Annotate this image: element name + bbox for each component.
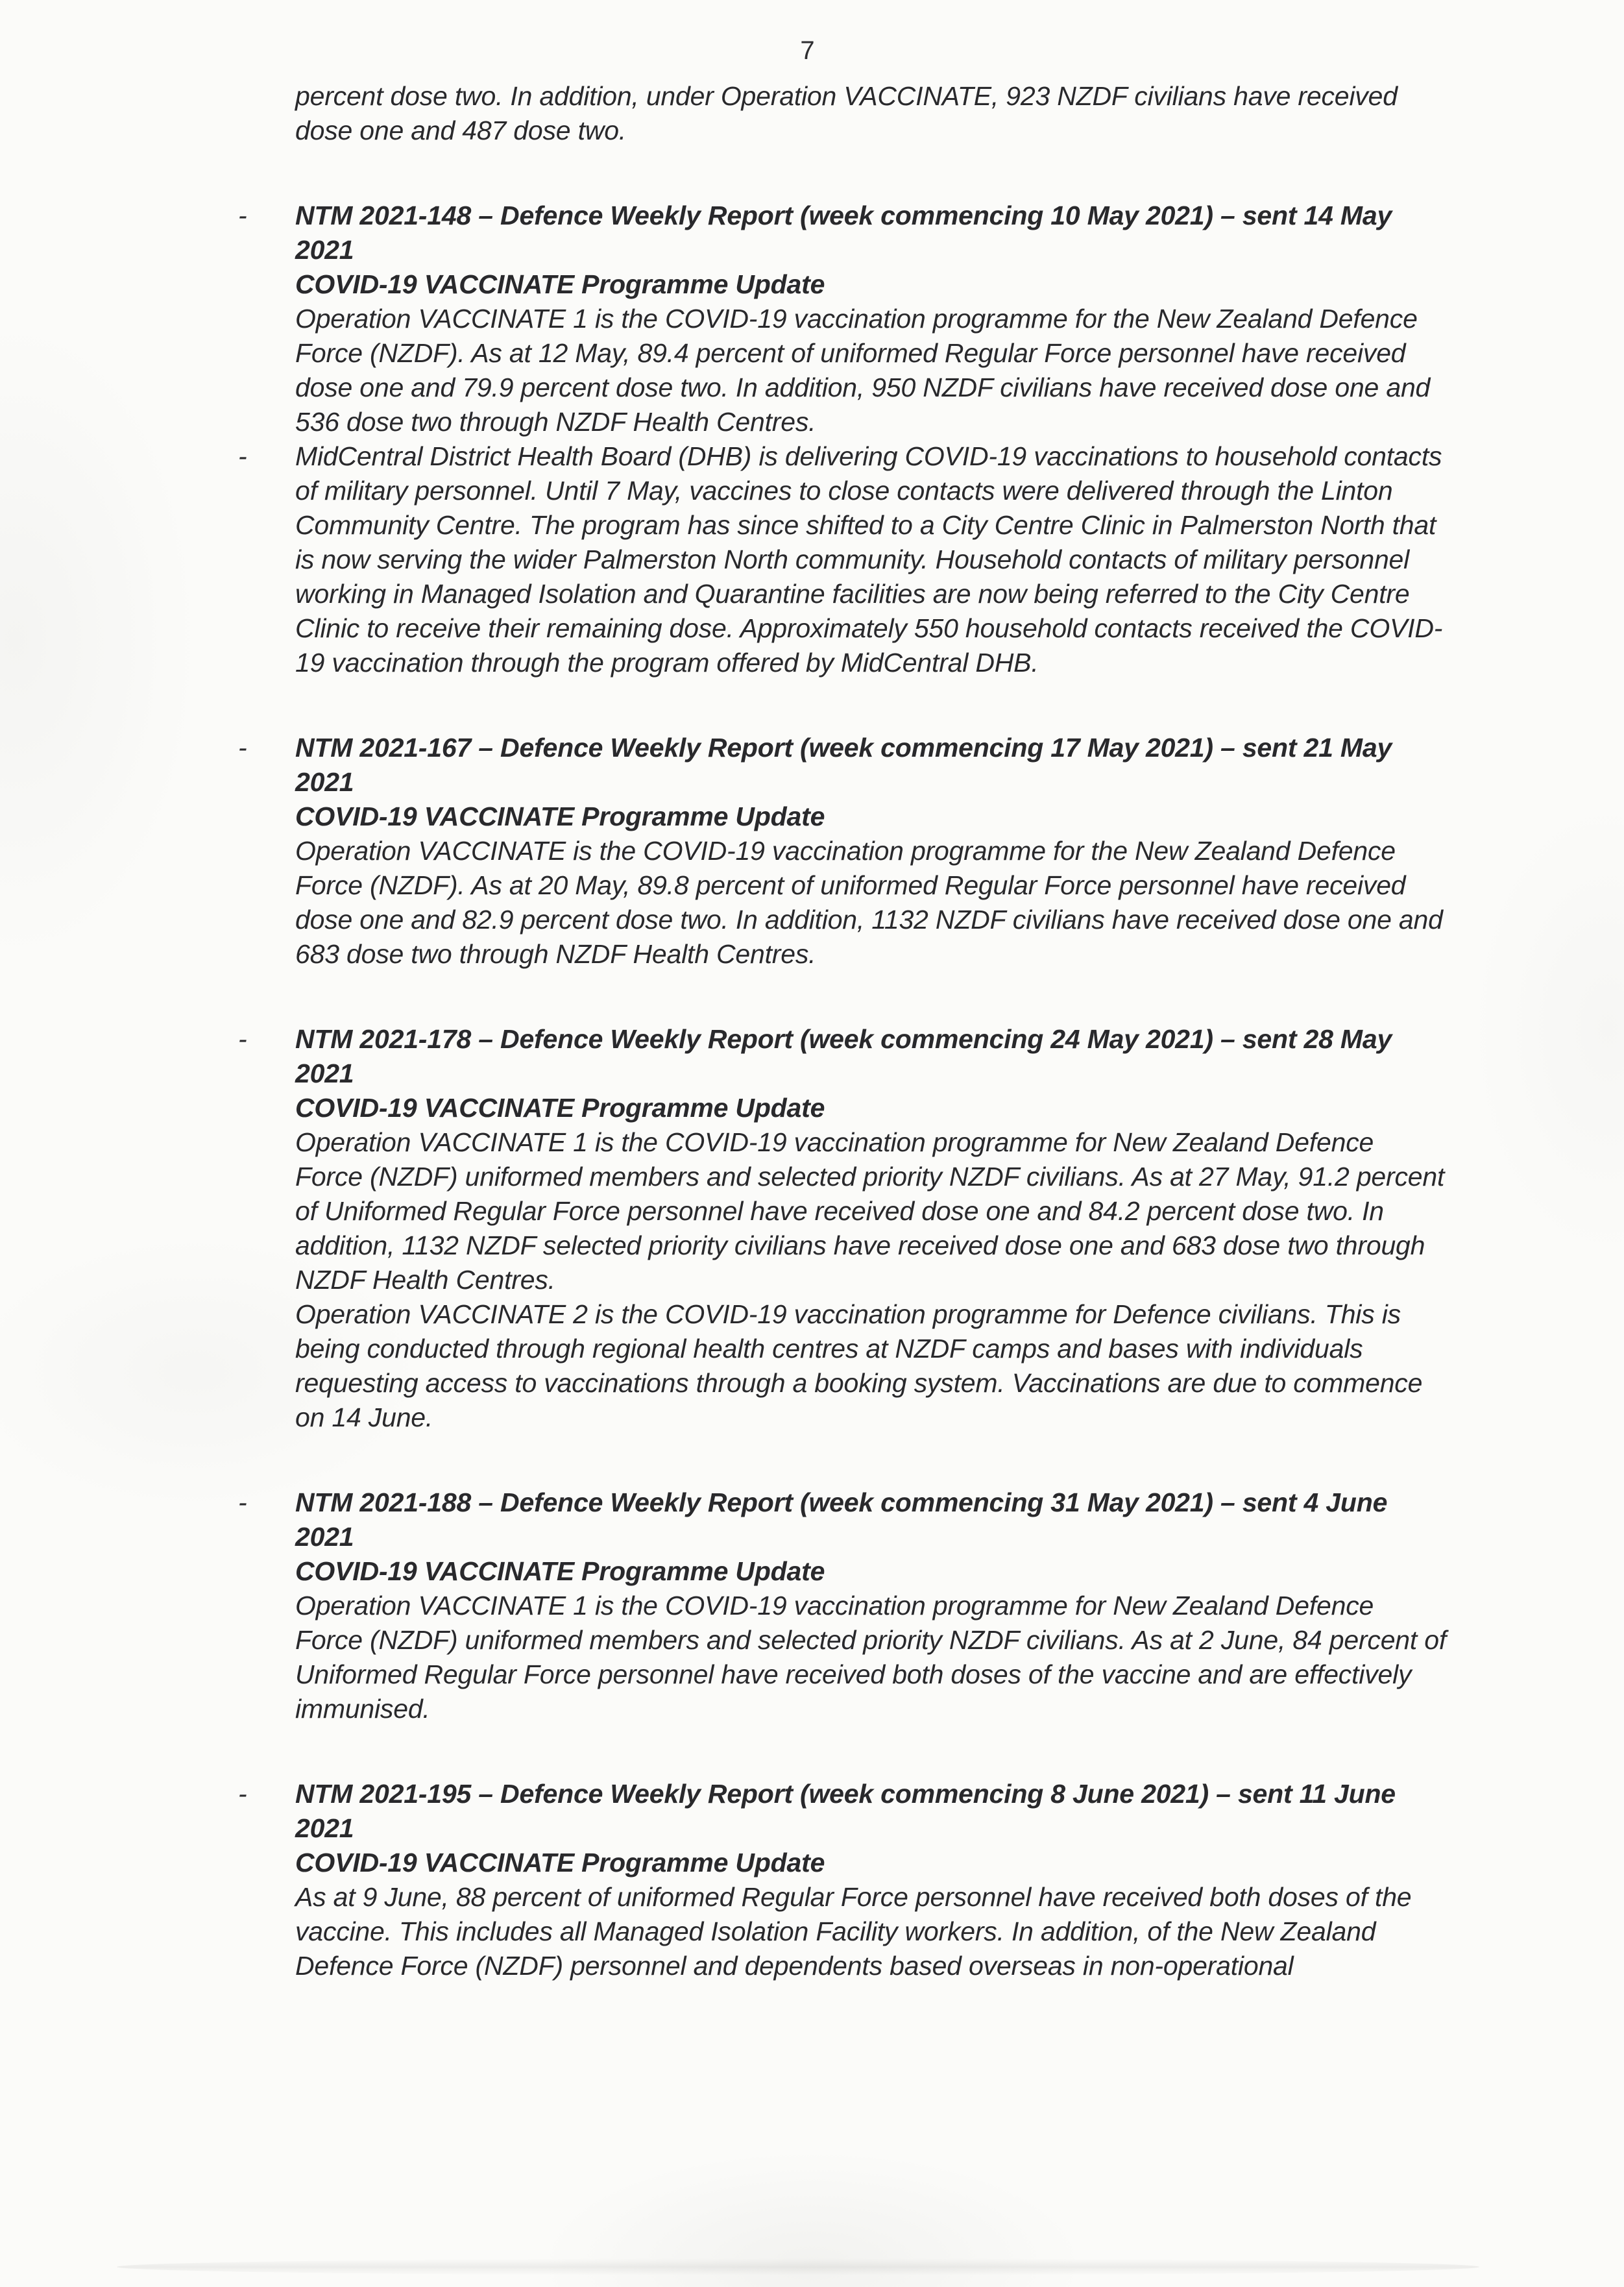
entry-heading: NTM 2021-178 – Defence Weekly Report (week commencing 24 May 2021) – sent 28 May 2021: [295, 1024, 1392, 1088]
paragraph: Operation VACCINATE 2 is the COVID-19 vaccination programme for Defence civilians. This is being conducted through regional health centres at NZDF camps and bases with individuals requesting access to vaccinations through a booking system. Vaccinations are due to commence on 14 June.: [295, 1299, 1423, 1432]
entry-subheading: COVID-19 VACCINATE Programme Update: [295, 269, 825, 299]
entry-subheading: COVID-19 VACCINATE Programme Update: [295, 801, 825, 831]
bullet-entry-midcentral-dhb: [238, 439, 1447, 680]
document-content: [238, 79, 1447, 1983]
bullet-dash: -: [238, 201, 247, 230]
paragraph: Operation VACCINATE is the COVID-19 vaccination programme for the New Zealand Defence Force (NZDF). As at 20 May, 89.8 percent of uniformed Regular Force personnel have received dose one and 82.9 percent dose two. In addition, 1132 NZDF civilians have received dose one and 683 dose two through NZDF Health Centres.: [295, 836, 1443, 969]
bullet-dash: -: [238, 1779, 247, 1809]
entry-subheading: COVID-19 VACCINATE Programme Update: [295, 1556, 825, 1586]
report-entry-ntm-2021-178: [238, 1022, 1447, 1435]
intro-paragraph: [295, 79, 1447, 148]
report-entry-ntm-2021-188: [238, 1486, 1447, 1726]
page-number: 7: [800, 36, 815, 65]
paragraph: percent dose two. In addition, under Operation VACCINATE, 923 NZDF civilians have received dose one and 487 dose two.: [295, 81, 1398, 145]
bullet-dash: -: [238, 733, 247, 763]
paragraph: Operation VACCINATE 1 is the COVID-19 vaccination programme for the New Zealand Defence Force (NZDF). As at 12 May, 89.4 percent of uniformed Regular Force personnel have received dose one and 79.9 percent dose two. In addition, 950 NZDF civilians have received dose one and 536 dose two through NZDF Health Centres.: [295, 304, 1431, 437]
entry-heading: NTM 2021-148 – Defence Weekly Report (week commencing 10 May 2021) – sent 14 May 2021: [295, 201, 1392, 265]
entry-heading: NTM 2021-167 – Defence Weekly Report (week commencing 17 May 2021) – sent 21 May 2021: [295, 733, 1392, 797]
bullet-dash: -: [238, 1487, 247, 1517]
scan-artifact: [117, 2258, 1479, 2275]
entry-subheading: COVID-19 VACCINATE Programme Update: [295, 1093, 825, 1123]
report-entry-ntm-2021-195: [238, 1777, 1447, 1983]
bullet-dash: -: [238, 1024, 247, 1054]
bullet-dash: -: [238, 441, 247, 471]
paragraph: Operation VACCINATE 1 is the COVID-19 vaccination programme for New Zealand Defence Force (NZDF) uniformed members and selected priority NZDF civilians. As at 27 May, 91.2 percent of Uniformed Regular Force personnel have received dose one and 84.2 percent dose two. In addition, 1132 NZDF selected priority civilians have received dose one and 683 dose two through NZDF Health Centres.: [295, 1127, 1445, 1295]
paragraph: MidCentral District Health Board (DHB) is delivering COVID-19 vaccinations to household contacts of military personnel. Until 7 May, vaccines to close contacts were delivered through the Linton Community Centre. The program has since shifted to a City Centre Clinic in Palmerston North that is now serving the wider Palmerston North community. Household contacts of military personnel working in Managed Isolation and Quarantine facilities are now being referred to the City Centre Clinic to receive their remaining dose. Approximately 550 household contacts received the COVID-19 vaccination through the program offered by MidCentral DHB.: [295, 441, 1443, 678]
paragraph: Operation VACCINATE 1 is the COVID-19 vaccination programme for New Zealand Defence Force (NZDF) uniformed members and selected priority NZDF civilians. As at 2 June, 84 percent of Uniformed Regular Force personnel have received both doses of the vaccine and are effectively immunised.: [295, 1591, 1447, 1724]
paragraph: As at 9 June, 88 percent of uniformed Regular Force personnel have received both doses of the vaccine. This includes all Managed Isolation Facility workers. In addition, of the New Zealand Defence Force (NZDF) personnel and dependents based overseas in non-operational: [295, 1882, 1412, 1981]
report-entry-ntm-2021-148: [238, 199, 1447, 439]
report-entry-ntm-2021-167: [238, 731, 1447, 972]
entry-heading: NTM 2021-195 – Defence Weekly Report (week commencing 8 June 2021) – sent 11 June 2021: [295, 1779, 1396, 1843]
entry-subheading: COVID-19 VACCINATE Programme Update: [295, 1848, 825, 1877]
entry-heading: NTM 2021-188 – Defence Weekly Report (week commencing 31 May 2021) – sent 4 June 2021: [295, 1487, 1388, 1552]
